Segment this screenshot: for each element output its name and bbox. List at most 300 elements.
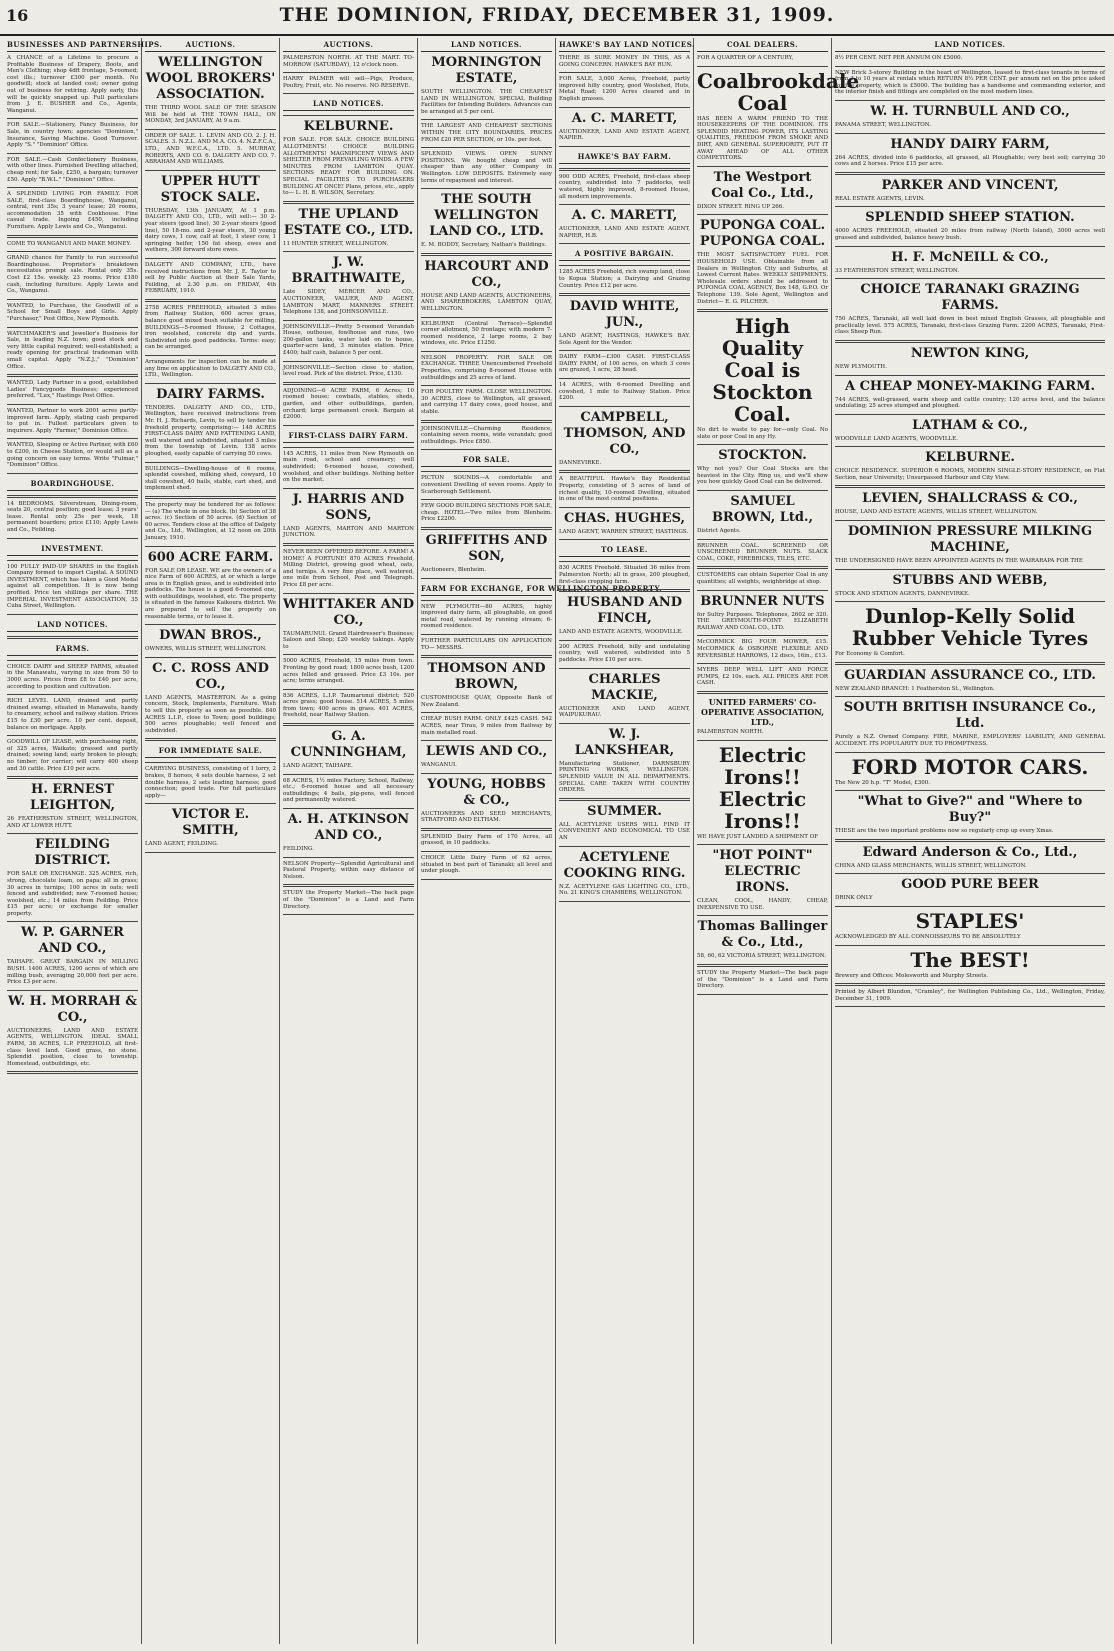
ad-body: BRUNNER COAL. SCREENED OR UNSCREENED BRUNNER NUTS. SLACK COAL, COKE, FIREBRICKS, TILES, ETC. [697, 542, 828, 562]
column-1 [4, 38, 163, 1644]
section-heading: INVESTMENT. [7, 542, 138, 556]
ad-body: WANTED, Lady Partner in a good, established Ladies' Fancygoods Business; experienced preferred. "Lux," Hastings Post Office. [7, 380, 138, 400]
advertisement [835, 137, 1105, 168]
divider [697, 635, 828, 636]
ad-body: The New 20 h.p. "T" Model, £300. [835, 779, 930, 786]
ad-title: WELLINGTON WOOL BROKERS' ASSOCIATION. [145, 55, 276, 102]
ad-title: HANDY DAIRY FARM, [890, 136, 1050, 152]
ad-title: Electric Irons!! Electric Irons!! [718, 742, 807, 833]
ad-body: SPLENDID Dairy Farm of 170 Acres, all grassed, in 10 paddocks. [421, 833, 552, 847]
divider [697, 740, 828, 741]
column-heading: LAND NOTICES. [835, 38, 1105, 52]
divider [559, 668, 690, 669]
divider [7, 921, 138, 922]
ad-body: Manufacturing Stationer, DARNSBURY PRINTING WORKS, WELLINGTON. SPLENDID VALUE IN ALL DEPARTMENTS. SPECIAL CARE TAKEN WITH COUNTRY ORDERS. [559, 760, 690, 794]
ad-body: 744 ACRES, well-grassed, warm sheep and cattle country; 120 acres level, and the balance undulating; 25 acres stumped and ploughed. [835, 396, 1105, 410]
divider [145, 624, 276, 625]
divider [559, 243, 690, 244]
advertisement [283, 778, 414, 804]
divider [145, 762, 276, 763]
divider [559, 265, 690, 266]
ad-title: SPLENDID SHEEP STATION. [865, 210, 1075, 226]
advertisement [421, 661, 552, 708]
advertisement [7, 157, 138, 183]
advertisement [559, 382, 690, 402]
ad-body: LAND AND ESTATE AGENTS, WOODVILLE. [559, 629, 683, 636]
ad-body: CARRYING BUSINESS, consisting of 1 lorry, 2 brakes, 8 horses, 4 sets double harness, 2 set double harness, 2 sets leading harness; good connection; good trade. For full particulars apply— [145, 766, 276, 799]
section-heading: FIRST-CLASS DAIRY FARM. [283, 429, 414, 443]
ad-title: H. F. McNEILL & CO., [891, 249, 1049, 265]
column-3 [280, 38, 418, 1644]
ad-title: UPPER HUTT STOCK SALE. [160, 173, 261, 205]
divider [559, 507, 690, 508]
ad-title: H. ERNEST LEIGHTON, [29, 782, 116, 814]
advertisement [7, 925, 138, 985]
ad-body: LAND AGENT, FEILDING. [145, 841, 219, 848]
advertisement [145, 133, 276, 166]
divider [835, 662, 1105, 665]
advertisement [421, 355, 552, 381]
divider [145, 546, 276, 547]
advertisement [421, 151, 552, 184]
divider [835, 375, 1105, 376]
divider [835, 790, 1105, 791]
ad-body: HOUSE, LAND AND ESTATE AGENTS, WILLIS STREET, WELLINGTON. [835, 509, 1038, 516]
ad-body: WOODVILLE LAND AGENTS, WOODVILLE. [835, 435, 958, 442]
ad-title: THOMSON AND BROWN, [427, 661, 546, 693]
divider [283, 201, 414, 204]
divider [145, 738, 276, 741]
advertisement [421, 426, 552, 446]
advertisement [835, 989, 1105, 1002]
divider [7, 251, 138, 252]
divider [559, 378, 690, 379]
divider [697, 309, 828, 312]
ad-body: 14 ACRES, with 6-roomed Dwelling and cowshed, 1 mile to Railway Station. Price £200. [559, 382, 690, 402]
column-5 [556, 38, 694, 1644]
advertisement [697, 594, 828, 632]
divider [835, 414, 1105, 415]
section-heading: FARMS. [7, 642, 138, 656]
advertisement [559, 850, 690, 897]
ad-body: CHOICE RESIDENCE. SUPERIOR 6 ROOMS, MODERN SINGLE-STORY RESIDENCE, on Flat Section, near University; Unsurpassed Harbour and City View. [835, 468, 1105, 481]
divider [697, 539, 828, 540]
divider [559, 901, 690, 902]
ad-title: 600 ACRE FARM. [147, 549, 274, 565]
divider [559, 204, 690, 205]
ad-body: THESE are the two important problems now so regularly crop up every Xmas. [835, 828, 1054, 835]
ad-body: Purely a N.Z. Owned Company. FIRE, MARINE, EMPLOYERS' LIABILITY, AND GENERAL ACCIDENT. ITS POPULARITY DUE TO PROMPTNESS. [835, 734, 1105, 748]
ad-body: NELSON Property—Splendid Agricultural and Pastoral Property, within easy distance of Nelson. [283, 860, 414, 880]
advertisement [559, 76, 690, 102]
advertisement [835, 450, 1105, 481]
ad-title: LATHAM & CO., [912, 417, 1028, 433]
ad-body: FURTHER PARTICULARS ON APPLICATION TO— MESSRS. [421, 637, 552, 651]
advertisement [697, 639, 828, 659]
advertisement [7, 837, 138, 917]
advertisement [7, 564, 138, 610]
ad-title: CHOICE TARANAKI GRAZING FARMS. [860, 282, 1080, 314]
ad-body: 4000 ACRES FREEHOLD, situated 20 miles from railway (North Island), 3000 acres well grassed and subdivided, balance heavy bush. [835, 228, 1105, 241]
advertisement [697, 448, 828, 486]
divider [835, 246, 1105, 247]
advertisement [145, 766, 276, 799]
ad-title: Dunlop-Kelly Solid Rubber Vehicle Tyres [851, 604, 1089, 651]
advertisement [559, 299, 690, 346]
divider [421, 188, 552, 189]
advertisement [421, 834, 552, 847]
divider [697, 915, 828, 916]
ad-body: THURSDAY, 13th JANUARY, At 1 p.m. DALGETY AND CO., LTD., will sell:— 30 2-year steers (good line), 30 2-year steers (good line), 50 18-mo. and 2-year steers, 30 young dairy cows, 1 cow, calf at foot, 1 steer cow, 1 springing heifer, 150 fat sheep, ewes and wethers, 300 forward store ewes. [145, 207, 276, 254]
ad-body: STUDY the Property Market—The back page of the "Dominion" is a Land and Farm Directory. [697, 969, 828, 990]
ad-body: KELBURNE (Central Terrace)—Splendid corner allotment, 50 frontage; with modern 7-roomed residence, 2 large rooms, 2 bay windows, etc. Price £1250. [421, 320, 552, 347]
ad-body: DALGETY AND COMPANY, LTD., have received instructions from Mr. J. E. Taylor to sell by Public Auction at their Sale Yards, Feilding, at 2.30 p.m. on FRIDAY, 4th FEBRUARY, 1910. [145, 261, 276, 295]
ad-body: AUCTIONEER, LAND AND ESTATE AGENT, NAPIER. [559, 128, 690, 142]
ad-body: District Agents. [697, 528, 741, 535]
advertisement [145, 55, 276, 125]
divider [283, 425, 414, 426]
ad-title: DAVID WHITE, JUN., [569, 299, 680, 331]
divider [559, 798, 690, 801]
advertisement [283, 597, 414, 651]
advertisement [421, 503, 552, 523]
advertisement [421, 321, 552, 347]
advertisement [421, 475, 552, 495]
ad-body: 1285 ACRES Freehold, rich swamp land, close to Kopua Station; a Dairying and Grazing Country. Price £12 per acre. [559, 269, 690, 289]
section-heading: FOR SALE. [421, 453, 552, 467]
ad-body: CHOICE DAIRY and SHEEP FARMS, situated in the Manawatu, varying in size from 50 to 3000 acres. Prices from £8 to £40 per acre, according to position and cultivation. [7, 663, 138, 690]
ad-title: J. W. BRAITHWAITE, [291, 255, 406, 287]
ad-title: CHARLES MACKIE, [588, 671, 661, 703]
advertisement [283, 861, 414, 881]
advertisement [835, 210, 1105, 241]
advertisement [283, 55, 414, 68]
divider [559, 293, 690, 296]
divider [835, 172, 1105, 175]
ad-body: 145 ACRES, 11 miles from New Plymouth on main road, school and creamery; well subdivided; 6-roomed house, cowshed, woolshed, and other buildings. Nothing better on the market. [283, 450, 414, 484]
advertisement [697, 218, 828, 305]
ad-title: Edward Anderson & Co., Ltd., [862, 844, 1078, 860]
ad-body: 830 ACRES Freehold. Situated 36 miles from Palmerston North; all in grass, 200 ploughed, first-class cropping farm. [559, 565, 690, 585]
ad-body: WANTED, Sleeping or Active Partner, with £60 to £200, in Cheese Station, or would sell as a going concern on easy terms. Write "Fulmar," "Dominion" Office. [7, 442, 138, 469]
ad-body: THERE IS SURE MONEY IN THIS, AS A GOING CONCERN. HAWKE'S BAY RUN. [559, 55, 690, 68]
ad-title: LEVIEN, SHALLCRASS & CO., [862, 491, 1078, 507]
ad-body: 200 ACRES Freehold, hilly and undulating country, well watered, subdivided into 5 paddocks. Price £10 per acre. [559, 643, 690, 663]
section-heading: FOR IMMEDIATE SALE. [145, 744, 276, 758]
advertisement [283, 693, 414, 719]
section-heading: LAND NOTICES. [283, 97, 414, 111]
divider [7, 1071, 138, 1074]
divider [835, 520, 1105, 521]
divider [835, 696, 1105, 697]
ad-title: DAIRY FARMS. [156, 386, 265, 402]
column-heading: AUCTIONS. [145, 38, 276, 52]
ad-body: PALMERSTON NORTH. [697, 728, 764, 735]
ad-body: DAIRY FARM—£300 CASH. FIRST-CLASS DAIRY FARM, of 100 acres, on which 3 cows are grazed, 1 acre, 28 head. [559, 354, 690, 374]
advertisement [7, 618, 138, 632]
advertisement [283, 255, 414, 315]
ad-body: NELSON PROPERTY. FOR SALE OR EXCHANGE. THREE Unencumbered Freehold Properties, comprising 8-roomed House with outbuildings and 25 acres of land. [421, 354, 552, 381]
ad-body: AUCTIONEERS AND SEED MERCHANTS, STRATFORD AND ELTHAM. [421, 810, 552, 824]
ad-body: OWNERS, WILLIS STREET, WELLINGTON. [145, 646, 267, 653]
ad-title: CHAS. HUGHES, [563, 510, 686, 526]
divider [421, 499, 552, 500]
divider [7, 776, 138, 779]
advertisement [559, 644, 690, 664]
advertisement [835, 794, 1105, 835]
divider [283, 689, 414, 690]
ad-title: A CHEAP MONEY-MAKING FARM. [844, 378, 1096, 394]
ad-body: for Sultry Purposes. Telephones, 2602 or 320. THE GREYMOUTH-POINT ELIZABETH RAILWAY AND COAL CO., LTD. [697, 611, 828, 631]
advertisement [559, 174, 690, 200]
divider [559, 539, 690, 540]
advertisement [559, 476, 690, 502]
advertisement [421, 855, 552, 875]
advertisement [283, 729, 414, 770]
ad-body: FOR SALE.—Cash Confectionery Business, with other lines. Furnished Dwelling attached, cheap rent; for Sale, £250, a bargain; turnover £50. Apply "B.W.L." "Dominion" Office. [7, 156, 138, 183]
advertisement [7, 55, 138, 114]
ad-title: MORNINGTON ESTATE, [431, 55, 542, 86]
divider [145, 803, 276, 804]
ad-body: 26 FEATHERSTON STREET, WELLINGTON, AND AT LOWER HUTT. [7, 816, 138, 829]
advertisement [7, 380, 138, 400]
ad-title: Coalbrookdale Coal [697, 68, 860, 115]
divider [145, 129, 276, 130]
advertisement [697, 667, 828, 687]
divider [7, 235, 138, 238]
divider [697, 964, 828, 967]
divider [835, 206, 1105, 207]
advertisement [421, 604, 552, 630]
ad-body: TENDERS. DALGETY AND CO., LTD., Wellington, have received instructions from Mr. H. J. Richards, Levin, to sell by tender his freehold property, comprising:— 148 ACRES FIRST-CLASS DAIRY AND FATTENING LAND, well watered and subdivided, situated 3 miles from the township of Levin. 138 acres ploughed, easily capable of carrying 50 cows. [145, 404, 276, 457]
divider [421, 600, 552, 601]
divider [559, 561, 690, 562]
divider [7, 118, 138, 119]
advertisement [835, 668, 1105, 693]
ad-body: SPLENDID VIEWS. OPEN SUNNY POSITIONS. We bought cheap and will cheaper than any other Company in Wellington. LOW DEPOSITS. Extremely easy terms of repayment and interest. [421, 151, 552, 184]
divider [283, 884, 414, 887]
columns-container [4, 38, 1110, 1644]
ad-body: PICTON SOUNDS—A comfortable and convenient Dwelling of seven rooms. Apply to Scarborough Settlement. [421, 475, 552, 495]
section-heading: A POSITIVE BARGAIN. [559, 247, 690, 261]
ad-title: THE SOUTH WELLINGTON LAND CO., LTD. [429, 192, 544, 240]
ad-body: AUCTIONEER, LAND AND ESTATE AGENT, NAPIER, H.B. [559, 226, 690, 239]
section-heading: TO LEASE. [559, 543, 690, 557]
ad-title: LEWIS AND CO., [425, 744, 548, 760]
divider [697, 590, 828, 591]
advertisement [283, 365, 414, 378]
advertisement [697, 68, 860, 162]
ad-body: FOR SALE, 3,000 Acres, Freehold, partly improved hilly country, good Woolshed, Huts, Metal Road; 1200 Acres cleared and in English grasses. [559, 76, 690, 102]
ad-body: FOR SALE OR LEASE. WE are the owners of a nice Farm of 600 ACRES, at or which a large area is in English grass, and is subdivided into paddocks. The house is a good 6-roomed one, with outbuildings, woolshed, etc. The property is situated in the famous Kaikoura district. We are prepared to sell the property on reasonable terms, or to lease it. [145, 567, 276, 620]
ad-title: "HOT POINT" ELECTRIC IRONS. [712, 848, 813, 896]
ad-body: McCORMICK BIG FOUR MOWER, £15. McCORMICK & OSBORNE FLEXIBLE AND REVERSIBLE HARROWS, 12 discs, 16in., £13. [697, 639, 828, 659]
advertisement [7, 642, 138, 656]
advertisement [559, 150, 690, 164]
divider [835, 601, 1105, 602]
ad-body: LAND AGENTS, MARTON AND MARTON JUNCTION. [283, 525, 414, 539]
advertisement [7, 698, 138, 731]
advertisement [835, 910, 1105, 941]
divider [697, 566, 828, 569]
divider [835, 446, 1105, 447]
divider [835, 485, 1105, 488]
advertisement [7, 994, 138, 1068]
ad-body: No dirt to waste to pay for—only Coal. No slate or poor Coal in any Hy. [697, 427, 828, 440]
advertisement [835, 282, 1105, 336]
divider [7, 636, 138, 639]
advertisement [421, 389, 552, 415]
divider [697, 66, 828, 67]
ad-body: 2758 ACRES FREEHOLD, situated 3 miles from Railway Station, 600 acres grass, balance good mixed bush suitable for milling. BUILDINGS—5-roomed House, 2 Cottages, iron woolshed, concrete dip and yards. Subdivided into good paddocks. Terms: easy; can be arranged. [145, 304, 276, 351]
advertisement [697, 697, 828, 736]
ad-title: High Quality Coal is Stockton Coal. [712, 314, 813, 427]
ad-body: THE MOST SATISFACTORY FUEL FOR HOUSEHOLD USE. Obtainable from all Dealers in Wellington City and Suburbs, at Lowest Current Rates. WEEKLY SHIPMENTS. Wholesale orders should be addressed to PUPONGA COAL AGENCY, Box 148, G.P.O. Or Telephone 139. Sole Agent, Wellington and District— E. G. PILCHER. [697, 252, 828, 305]
ad-body: CHINA AND GLASS MERCHANTS, WILLIS STREET, WELLINGTON. [835, 862, 1027, 869]
ad-body: NEW PLYMOUTH. [835, 363, 887, 370]
advertisement [7, 303, 138, 323]
divider [7, 327, 138, 328]
ad-body: LAND AGENT, HASTINGS, HAWKE'S BAY. Sole Agent for the Vendor. [559, 333, 690, 346]
divider [697, 994, 828, 995]
ad-body: 11 HUNTER STREET, WELLINGTON. [283, 240, 389, 247]
ad-body: 900 ODD ACRES, Freehold, first-class sheep country, subdivided into 7 paddocks, well watered, highly improved, 8-roomed House, all modern improvements. [559, 173, 690, 200]
divider [283, 72, 414, 73]
divider [421, 420, 552, 423]
advertisement [421, 777, 552, 824]
advertisement [559, 595, 690, 636]
divider [7, 404, 138, 405]
ad-body: REAL ESTATE AGENTS, LEVIN. [835, 195, 925, 202]
divider [835, 945, 1105, 946]
ad-body: A SPLENDID LIVING FOR FAMILY. FOR SALE, first-class Boardinghouse, Wanganui, central, rent 35s; 3 years' lease; 20 rooms, accommodation 35 with Cookhouse. Fine casual trade. Ingoing £450, including Furniture. Apply Lewis and Co., Wanganui. [7, 191, 138, 231]
divider [283, 543, 414, 546]
ad-body: STUDY the Property Market—The back page of the "Dominion" is a Land and Farm Directory. [283, 890, 414, 910]
divider [283, 857, 414, 858]
advertisement [7, 241, 138, 248]
advertisement [7, 331, 138, 371]
ad-body: CUSTOMHOUSE QUAY, Opposite Bank of New Zealand. [421, 695, 552, 708]
ad-body: FOR POULTRY FARM. CLOSE WELLINGTON. 30 ACRES, close to Wellington, all grassed, and carrying 17 dairy cows, good house, and stable. [421, 389, 552, 416]
ad-title: W. H. MORRAH & CO., [8, 993, 137, 1025]
advertisement [283, 207, 414, 248]
ad-body: JOHNSONVILLE—Pretty 5-roomed Verandah House, outhouse, fowlhouse and runs, two 200-gallon tanks, water laid on to house, quarter-acre land, 3 minutes station. Price £400; half cash, balance 5 per cent. [283, 323, 414, 357]
advertisement [7, 477, 138, 491]
section-heading: BOARDINGHOUSE. [7, 477, 138, 491]
ad-title: W. H. TURNBULL AND CO., [870, 103, 1070, 119]
advertisement [421, 192, 552, 249]
divider [421, 578, 552, 579]
advertisement [835, 756, 1105, 787]
divider [421, 119, 552, 120]
ad-title: ACETYLENE COOKING RING. [563, 849, 686, 881]
ad-title: The BEST! [910, 947, 1030, 972]
ad-body: DRINK ONLY [835, 895, 873, 902]
ad-body: WANTED, to Purchase, the Goodwill of a School for Small Boys and Girls. Apply "Purchaser," Post Office, New Plymouth. [7, 302, 138, 322]
advertisement [7, 782, 138, 829]
advertisement [697, 315, 828, 440]
ad-body: CLEAN, COOL, HANDY, CHEAP, INEXPENSIVE TO USE. [697, 898, 828, 911]
advertisement [7, 122, 138, 148]
ad-body: CHEAP BUSH FARM. ONLY £425 CASH. 542 ACRES, near Tirau, 9 miles from Railway by main metalled road. [421, 716, 552, 736]
divider [421, 740, 552, 741]
ad-body: FOR SALE OR EXCHANGE. 325 ACRES, rich, strong, chocolate loam, on papa; all in grass; 30 acres in turnips; 100 acres in oats; well fenced and subdivided; new 7-roomed house; woolshed, etc.; 14 miles from Feilding. Price £15 per acre; or exchange for smaller property. [7, 871, 138, 917]
divider [421, 879, 552, 880]
divider [421, 634, 552, 635]
ad-body: Brewery and Offices: Molesworth and Murphy Streets. [835, 972, 989, 979]
divider [835, 873, 1105, 874]
advertisement [7, 664, 138, 690]
ad-body: N.Z. ACETYLENE GAS LIGHTING CO., LTD., No. 21 KING'S CHAMBERS, WELLINGTON. [559, 883, 690, 897]
ad-title: KELBURNE. [925, 450, 1015, 466]
ad-title: PARKER AND VINCENT, [881, 177, 1059, 193]
ad-body: The property may be tendered for as follows:— (a) The whole in one block. (b) Section of 38 acres. (c) Section of 50 acres. (d) Section of 60 acres. Tenders close at the office of Dalgety and Co., Ltd., Wellington, at 12 noon on 20th January, 1910. [145, 501, 276, 541]
divider [283, 115, 414, 116]
ad-body: STOCK AND STATION AGENTS, DANNEVIRKE. [835, 590, 970, 597]
ad-body: 33 FEATHERSTON STREET, WELLINGTON. [835, 267, 960, 274]
divider [421, 449, 552, 450]
divider [7, 374, 138, 377]
divider [283, 382, 414, 385]
divider [7, 438, 138, 439]
advertisement [835, 491, 1105, 516]
ad-title: SOUTH BRITISH INSURANCE Co., Ltd. [843, 700, 1097, 732]
advertisement [835, 379, 1105, 410]
ad-body: SOUTH WELLINGTON. THE CHEAPEST LAND IN WELLINGTON. SPECIAL Building Facilities for Intending Builders. Advances can be arranged at 5 per cent. [421, 89, 552, 115]
advertisement [283, 76, 414, 89]
ad-body: NEW Brick 3-storey Building in the heart of Wellington, leased to first-class tenants in terms of from 3 to 10 years at rentals which RETURN 8½ PER CENT. per annum net on the price asked for the property, which is £5000. The building has a handsome and commanding exterior, and the interior finish and fittings are completed on the most modern lines. [835, 69, 1105, 96]
divider [145, 355, 276, 356]
divider [7, 660, 138, 661]
divider [421, 773, 552, 774]
divider [835, 133, 1105, 134]
divider [559, 846, 690, 847]
divider [697, 691, 828, 694]
advertisement [283, 97, 414, 111]
ad-body: RICH LEVEL LAND, drained and partly drained swamp, situated in Manawatu, handy to creamery, school and railway station. Prices £15 to £30 per acre. 10 per cent. deposit, balance on mortgage. Apply. [7, 698, 138, 731]
advertisement [7, 542, 138, 556]
section-heading: LAND NOTICES. [7, 618, 138, 632]
advertisement [145, 466, 276, 492]
advertisement [835, 70, 1105, 96]
advertisement [559, 269, 690, 289]
ad-body: CHOICE Little Dairy Farm of 62 acres, situated in best part of Taranaki; all level and under plough. [421, 855, 552, 875]
divider [283, 654, 414, 655]
advertisement [559, 511, 690, 536]
ad-body: JOHNSONVILLE—Charming Residence, containing seven rooms, wide verandah; good outbuildings. Price £850. [421, 425, 552, 445]
advertisement [421, 123, 552, 143]
ad-body: LAND AGENT, WARREN STREET, HASTINGS. [559, 528, 689, 535]
newspaper-title: THE DOMINION, FRIDAY, DECEMBER 31, 1909. [279, 4, 835, 26]
ad-body: ORDER OF SALE. 1. LEVIN AND CO. 2. J. H. SCALES. 3. N.Z.L. AND M.A. CO. 4. N.Z.F.C.A., LTD., AND W.F.C.A., LTD. 5. MURRAY, ROBERTS, AND CO. 6. DALGETY AND CO. 7. ABRAHAM AND WILLIAMS. [145, 132, 276, 166]
ad-body: WE HAVE JUST LANDED A SHIPMENT OF [697, 833, 819, 840]
ad-body: FOR SALE.—Stationery, Fancy Business, for Sale, in country town; agencies "Dominion," Insurance, Saving Machine. Good Turnover. Apply "S." "Dominion" Office. [7, 122, 138, 149]
ad-body: Why not you? Our Coal Stocks are the heaviest in the City. Ring us, and we'll show you how quickly Good Coal can be delivered. [697, 466, 828, 486]
divider [7, 614, 138, 615]
ad-title: C. C. ROSS AND CO., [152, 660, 269, 692]
advertisement [697, 919, 828, 960]
ad-body: FOR A QUARTER OF A CENTURY, [697, 55, 794, 61]
advertisement [145, 359, 276, 379]
divider [835, 66, 1105, 67]
advertisement [697, 848, 828, 911]
advertisement [697, 55, 828, 62]
advertisement [283, 492, 414, 539]
ad-title: Thomas Ballinger & Co., Ltd., [697, 919, 828, 951]
divider [283, 774, 414, 775]
ad-title: UNITED FARMERS' CO-OPERATIVE ASSOCIATION, LTD., [701, 696, 824, 727]
divider [7, 990, 138, 991]
